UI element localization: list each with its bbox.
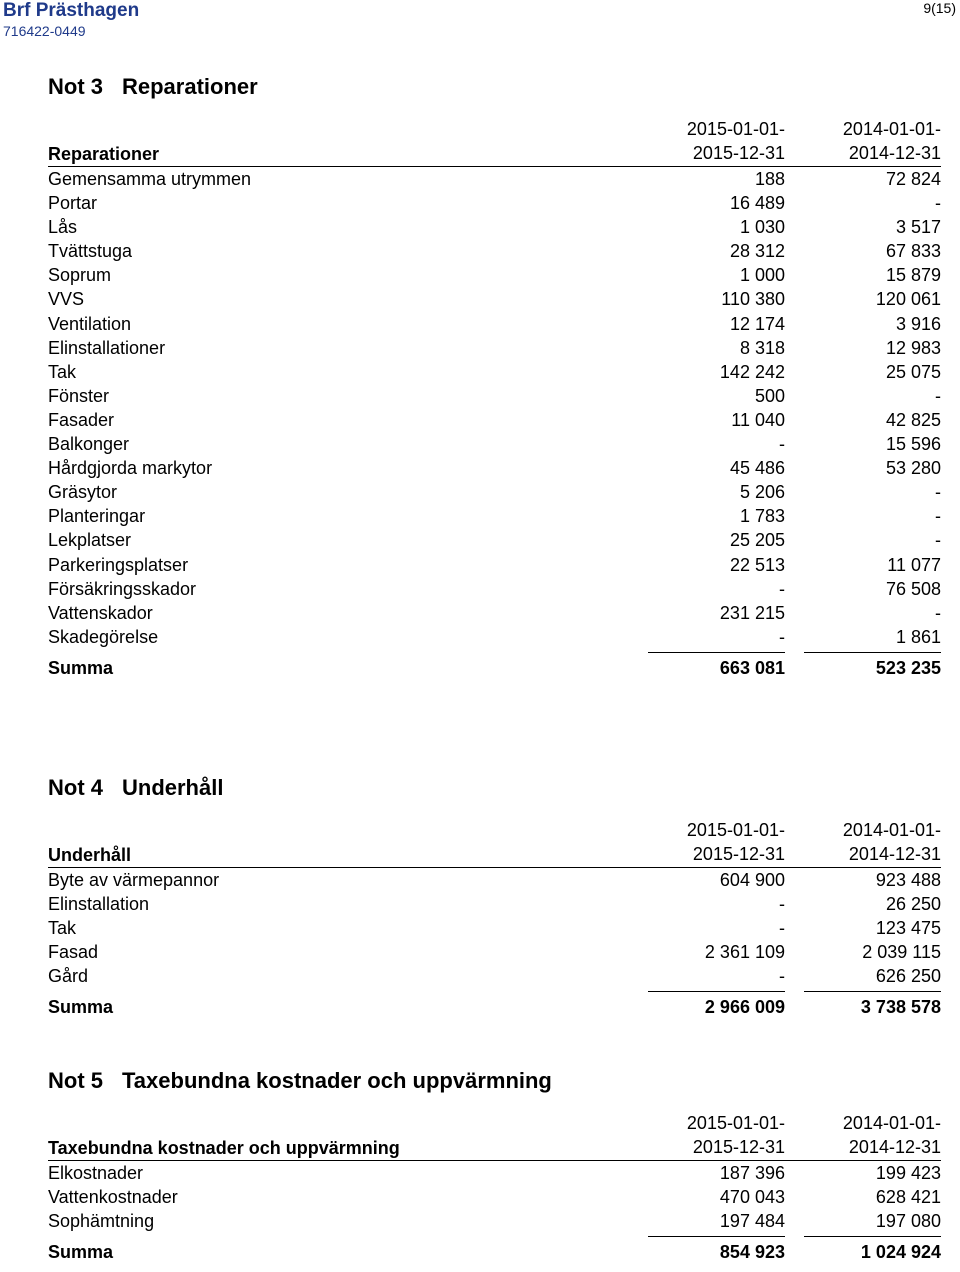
- row-label: Vattenkostnader: [48, 1187, 178, 1208]
- note-section: [48, 1068, 941, 1265]
- table-row: [48, 191, 941, 215]
- row-value-2014: 72 824: [885, 169, 941, 189]
- table-row: [48, 167, 941, 191]
- row-label: Byte av värmepannor: [48, 870, 220, 890]
- table-row: [48, 1161, 941, 1185]
- sum-divider: [648, 652, 785, 653]
- sum-divider: [804, 991, 941, 992]
- column-period-end: 2014-12-31: [848, 143, 941, 163]
- column-header: [781, 818, 941, 866]
- row-value-2014: 120 061: [875, 289, 941, 310]
- column-period-start: 2015-01-01-: [686, 820, 785, 840]
- row-value-2015: 22 513: [729, 554, 785, 575]
- row-label: Fasad: [48, 942, 99, 963]
- row-value-2014: -: [935, 602, 941, 623]
- table-row: [48, 263, 941, 287]
- row-value-2015: 1 000: [739, 265, 785, 286]
- sum-label: Summa: [48, 1242, 114, 1263]
- table-row: [48, 504, 941, 528]
- table-row: [48, 287, 941, 311]
- table-row: [48, 1185, 941, 1209]
- row-value-2014: 53 280: [885, 458, 941, 479]
- row-value-2014: 12 983: [885, 337, 941, 358]
- note-section: [48, 74, 941, 681]
- table-row: [48, 528, 941, 552]
- table-row: [48, 312, 941, 336]
- row-value-2014: -: [935, 193, 941, 214]
- row-value-2014: -: [935, 506, 941, 527]
- table-row: [48, 408, 941, 432]
- row-value-2015: 5 206: [739, 482, 785, 503]
- table-label: Taxebundna kostnader och uppvärmning: [48, 1138, 400, 1158]
- row-value-2015: 188: [754, 169, 785, 189]
- table-row: [48, 868, 941, 892]
- table-row: [48, 577, 941, 601]
- note-number: Not 4: [48, 775, 103, 800]
- row-label: Balkonger: [48, 434, 130, 455]
- column-header: [625, 1111, 785, 1159]
- row-value-2014: 199 423: [875, 1163, 941, 1183]
- row-value-2014: 15 879: [885, 265, 941, 286]
- row-value-2015: -: [779, 894, 785, 915]
- table-row: [48, 916, 941, 940]
- table-row: [48, 625, 941, 649]
- row-value-2015: 470 043: [719, 1187, 785, 1208]
- row-label: Vattenskador: [48, 602, 153, 623]
- row-value-2014: 15 596: [885, 434, 941, 455]
- note-title: [48, 775, 941, 801]
- note-title: [48, 74, 941, 100]
- row-label: Fönster: [48, 385, 110, 406]
- row-value-2015: 187 396: [719, 1163, 785, 1183]
- sum-divider: [648, 991, 785, 992]
- page-number: 9(15): [923, 0, 956, 16]
- row-value-2014: 42 825: [885, 409, 941, 430]
- sum-divider: [804, 652, 941, 653]
- table-row: [48, 1209, 941, 1233]
- row-label: Gemensamma utrymmen: [48, 169, 252, 189]
- row-value-2014: 1 861: [895, 626, 941, 647]
- row-value-2015: 197 484: [719, 1211, 785, 1232]
- note-table: [48, 819, 941, 1020]
- table-row: [48, 239, 941, 263]
- table-header: [48, 1112, 941, 1161]
- note-section: [48, 775, 941, 1020]
- table-row: [48, 892, 941, 916]
- row-value-2014: -: [935, 530, 941, 551]
- row-value-2014: 923 488: [875, 870, 941, 890]
- column-header: [781, 117, 941, 165]
- note-title: [48, 1068, 941, 1094]
- row-label: Gård: [48, 966, 89, 987]
- column-period-end: 2015-12-31: [692, 844, 785, 864]
- table-header: [48, 118, 941, 167]
- row-value-2015: 1 783: [739, 506, 785, 527]
- row-label: Portar: [48, 193, 98, 214]
- row-label: Ventilation: [48, 313, 132, 334]
- row-label: VVS: [48, 289, 85, 310]
- column-period-end: 2014-12-31: [848, 844, 941, 864]
- note-number: Not 5: [48, 1068, 103, 1093]
- row-value-2015: -: [779, 578, 785, 599]
- note-heading: Reparationer: [122, 74, 258, 99]
- table-header: [48, 819, 941, 868]
- row-value-2015: 2 361 109: [704, 942, 785, 963]
- note-heading: Underhåll: [122, 775, 224, 800]
- table-row: [48, 215, 941, 239]
- sum-value-2015: 854 923: [719, 1242, 785, 1263]
- row-label: Parkeringsplatser: [48, 554, 189, 575]
- row-value-2015: 110 380: [721, 289, 785, 310]
- row-label: Hårdgjorda markytor: [48, 458, 213, 479]
- row-value-2014: -: [935, 385, 941, 406]
- table-label: Reparationer: [48, 144, 160, 164]
- row-label: Gräsytor: [48, 482, 118, 503]
- row-value-2014: 3 517: [895, 217, 941, 238]
- row-value-2014: 628 421: [875, 1187, 941, 1208]
- table-row: [48, 553, 941, 577]
- table-label: Underhåll: [48, 845, 132, 865]
- table-row: [48, 360, 941, 384]
- row-value-2015: -: [779, 966, 785, 987]
- row-value-2014: 26 250: [885, 894, 941, 915]
- sum-label: Summa: [48, 657, 114, 678]
- note-heading: Taxebundna kostnader och uppvärmning: [122, 1068, 552, 1093]
- sum-row: [48, 1239, 941, 1265]
- sum-row: [48, 655, 941, 681]
- table-row: [48, 480, 941, 504]
- row-value-2015: 28 312: [729, 241, 785, 262]
- table-row: [48, 940, 941, 964]
- row-value-2015: -: [779, 626, 785, 647]
- column-period-start: 2015-01-01-: [686, 1113, 785, 1133]
- row-label: Fasader: [48, 409, 115, 430]
- row-label: Sophämtning: [48, 1211, 155, 1232]
- row-value-2015: -: [779, 918, 785, 939]
- column-period-end: 2014-12-31: [848, 1137, 941, 1157]
- row-label: Elinstallationer: [48, 337, 166, 358]
- sum-value-2015: 2 966 009: [704, 997, 785, 1018]
- row-value-2014: 197 080: [875, 1211, 941, 1232]
- column-period-start: 2014-01-01-: [842, 119, 941, 139]
- organization-number: 716422-0449: [3, 23, 86, 39]
- table-row: [48, 456, 941, 480]
- row-value-2014: 123 475: [875, 918, 941, 939]
- sum-value-2014: 523 235: [875, 657, 941, 678]
- row-value-2014: 626 250: [875, 966, 941, 987]
- row-value-2015: 12 174: [729, 313, 785, 334]
- row-value-2015: 25 205: [729, 530, 785, 551]
- row-value-2015: 604 900: [719, 870, 785, 890]
- column-period-start: 2014-01-01-: [842, 820, 941, 840]
- row-label: Tak: [48, 361, 77, 382]
- sum-value-2014: 1 024 924: [860, 1242, 941, 1263]
- row-value-2015: 500: [754, 385, 785, 406]
- row-value-2015: 231 215: [719, 602, 785, 623]
- note-table: [48, 1112, 941, 1265]
- row-value-2015: -: [779, 434, 785, 455]
- column-period-end: 2015-12-31: [692, 1137, 785, 1157]
- note-table: [48, 118, 941, 681]
- row-label: Skadegörelse: [48, 626, 159, 647]
- row-value-2015: 45 486: [729, 458, 785, 479]
- row-label: Soprum: [48, 265, 112, 286]
- row-value-2015: 8 318: [739, 337, 785, 358]
- row-label: Elkostnader: [48, 1163, 144, 1183]
- sum-divider: [804, 1236, 941, 1237]
- row-value-2015: 16 489: [729, 193, 785, 214]
- organization-name: Brf Prästhagen: [3, 0, 140, 21]
- row-value-2014: 2 039 115: [862, 942, 941, 963]
- table-row: [48, 336, 941, 360]
- row-value-2014: 67 833: [885, 241, 941, 262]
- column-header: [625, 117, 785, 165]
- sum-divider: [648, 1236, 785, 1237]
- column-period-start: 2014-01-01-: [842, 1113, 941, 1133]
- row-value-2014: 11 077: [887, 554, 941, 575]
- row-label: Planteringar: [48, 506, 146, 527]
- row-value-2014: 3 916: [895, 313, 941, 334]
- row-value-2015: 11 040: [731, 409, 785, 430]
- column-header: [625, 818, 785, 866]
- row-label: Elinstallation: [48, 894, 150, 915]
- row-value-2015: 1 030: [739, 217, 785, 238]
- row-value-2014: -: [935, 482, 941, 503]
- sum-value-2015: 663 081: [719, 657, 785, 678]
- column-period-start: 2015-01-01-: [686, 119, 785, 139]
- table-row: [48, 384, 941, 408]
- row-label: Lås: [48, 217, 78, 238]
- column-header: [781, 1111, 941, 1159]
- table-row: [48, 601, 941, 625]
- row-label: Tak: [48, 918, 77, 939]
- row-value-2015: 142 242: [719, 361, 785, 382]
- row-value-2014: 76 508: [885, 578, 941, 599]
- table-row: [48, 964, 941, 988]
- column-period-end: 2015-12-31: [692, 143, 785, 163]
- table-row: [48, 432, 941, 456]
- sum-value-2014: 3 738 578: [860, 997, 941, 1018]
- row-label: Lekplatser: [48, 530, 132, 551]
- sum-row: [48, 994, 941, 1020]
- note-number: Not 3: [48, 74, 103, 99]
- row-label: Tvättstuga: [48, 241, 133, 262]
- row-label: Försäkringsskador: [48, 578, 197, 599]
- sum-label: Summa: [48, 997, 114, 1018]
- row-value-2014: 25 075: [885, 361, 941, 382]
